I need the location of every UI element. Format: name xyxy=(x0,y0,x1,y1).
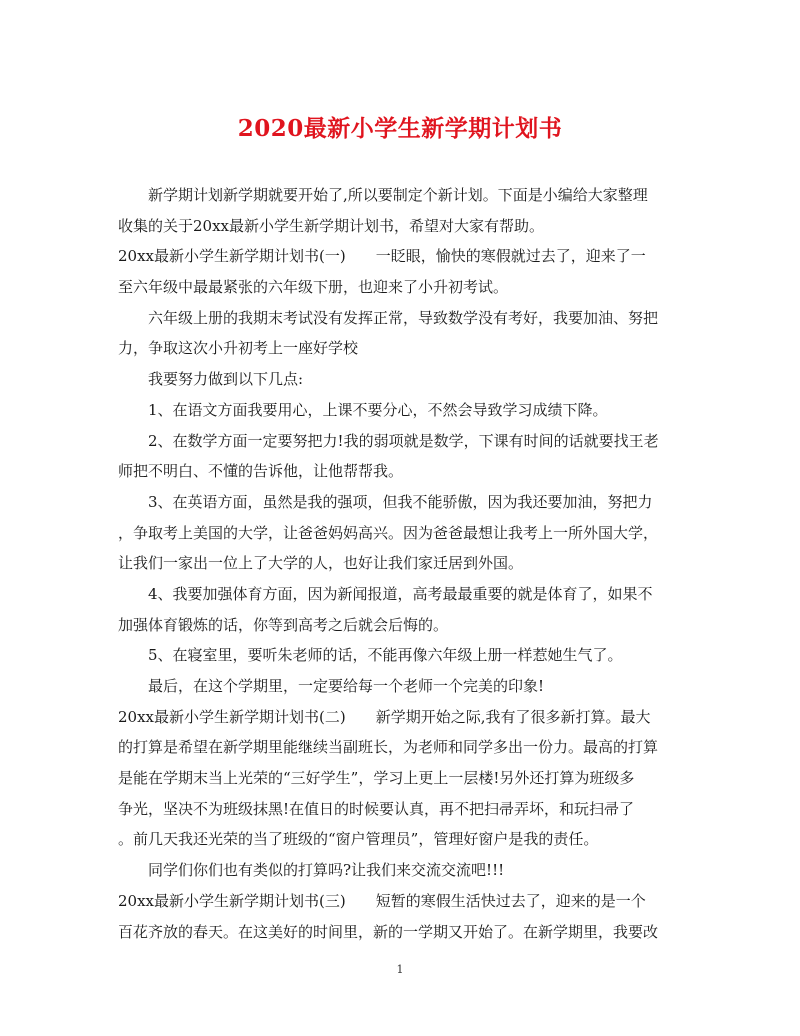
paragraph-line: 1、在语文方面我要用心，上课不要分心，不然会导致学习成绩下降。 xyxy=(148,400,608,419)
paragraph-line: 20xx最新小学生新学期计划书(一) 一眨眼，愉快的寒假就过去了，迎来了一 xyxy=(118,247,646,266)
paragraph-line: 2、在数学方面一定要努把力!我的弱项就是数学，下课有时间的话就要找王老 xyxy=(148,431,659,450)
paragraph-line: 力，争取这次小升初考上一座好学校 xyxy=(118,339,359,358)
paragraph-line: 的打算是希望在新学期里能继续当副班长，为老师和同学多出一份力。最高的打算 xyxy=(118,738,659,757)
document-body xyxy=(118,180,684,947)
paragraph-line: 师把不明白、不懂的告诉他，让他帮帮我。 xyxy=(118,462,404,481)
paragraph-line: 百花齐放的春天。在这美好的时间里，新的一学期又开始了。在新学期里，我要改 xyxy=(118,922,659,941)
paragraph-line: 至六年级中最最紧张的六年级下册，也迎来了小升初考试。 xyxy=(118,278,509,297)
paragraph-line: 20xx最新小学生新学期计划书(三) 短暂的寒假生活快过去了，迎来的是一个 xyxy=(118,891,646,910)
document-title: 2020最新小学生新学期计划书 xyxy=(237,115,563,142)
paragraph-line: 3、在英语方面，虽然是我的强项，但我不能骄傲，因为我还要加油，努把力 xyxy=(148,492,653,511)
paragraph-line: 让我们一家出一位上了大学的人，也好让我们家迁居到外国。 xyxy=(118,554,524,573)
paragraph-line: 收集的关于20xx最新小学生新学期计划书，希望对大家有帮助。 xyxy=(118,216,545,235)
paragraph-line: 是能在学期末当上光荣的“三好学生”，学习上更上一层楼!另外还打算为班级多 xyxy=(118,769,635,788)
paragraph-line: 我要努力做到以下几点: xyxy=(148,370,304,389)
paragraph-line: 新学期计划新学期就要开始了,所以要制定个新计划。下面是小编给大家整理 xyxy=(148,186,648,204)
paragraph-line: 4、我要加强体育方面，因为新闻报道，高考最最重要的就是体育了，如果不 xyxy=(148,584,653,603)
paragraph-line: 争光，坚决不为班级抹黑!在值日的时候要认真，再不把扫帚弄坏，和玩扫帚了 xyxy=(118,799,635,818)
paragraph-line: 最后，在这个学期里，一定要给每一个老师一个完美的印象! xyxy=(148,677,545,695)
paragraph-line: 5、在寝室里，要听朱老师的话，不能再像六年级上册一样惹她生气了。 xyxy=(148,646,623,665)
paragraph-line: 同学们你们也有类似的打算吗?让我们来交流交流吧!!! xyxy=(148,861,505,880)
paragraph-line: 。前几天我还光荣的当了班级的“窗户管理员”，管理好窗户是我的责任。 xyxy=(118,830,599,849)
paragraph-line: 20xx最新小学生新学期计划书(二) 新学期开始之际,我有了很多新打算。最大 xyxy=(118,707,651,726)
paragraph-line: 加强体育锻炼的话，你等到高考之后就会后悔的。 xyxy=(118,615,449,634)
page-number: 1 xyxy=(396,963,404,976)
paragraph-line: 六年级上册的我期末考试没有发挥正常，导致数学没有考好，我要加油、努把 xyxy=(148,308,659,327)
paragraph-line: ，争取考上美国的大学，让爸爸妈妈高兴。因为爸爸最想让我考上一所外国大学， xyxy=(118,523,659,542)
